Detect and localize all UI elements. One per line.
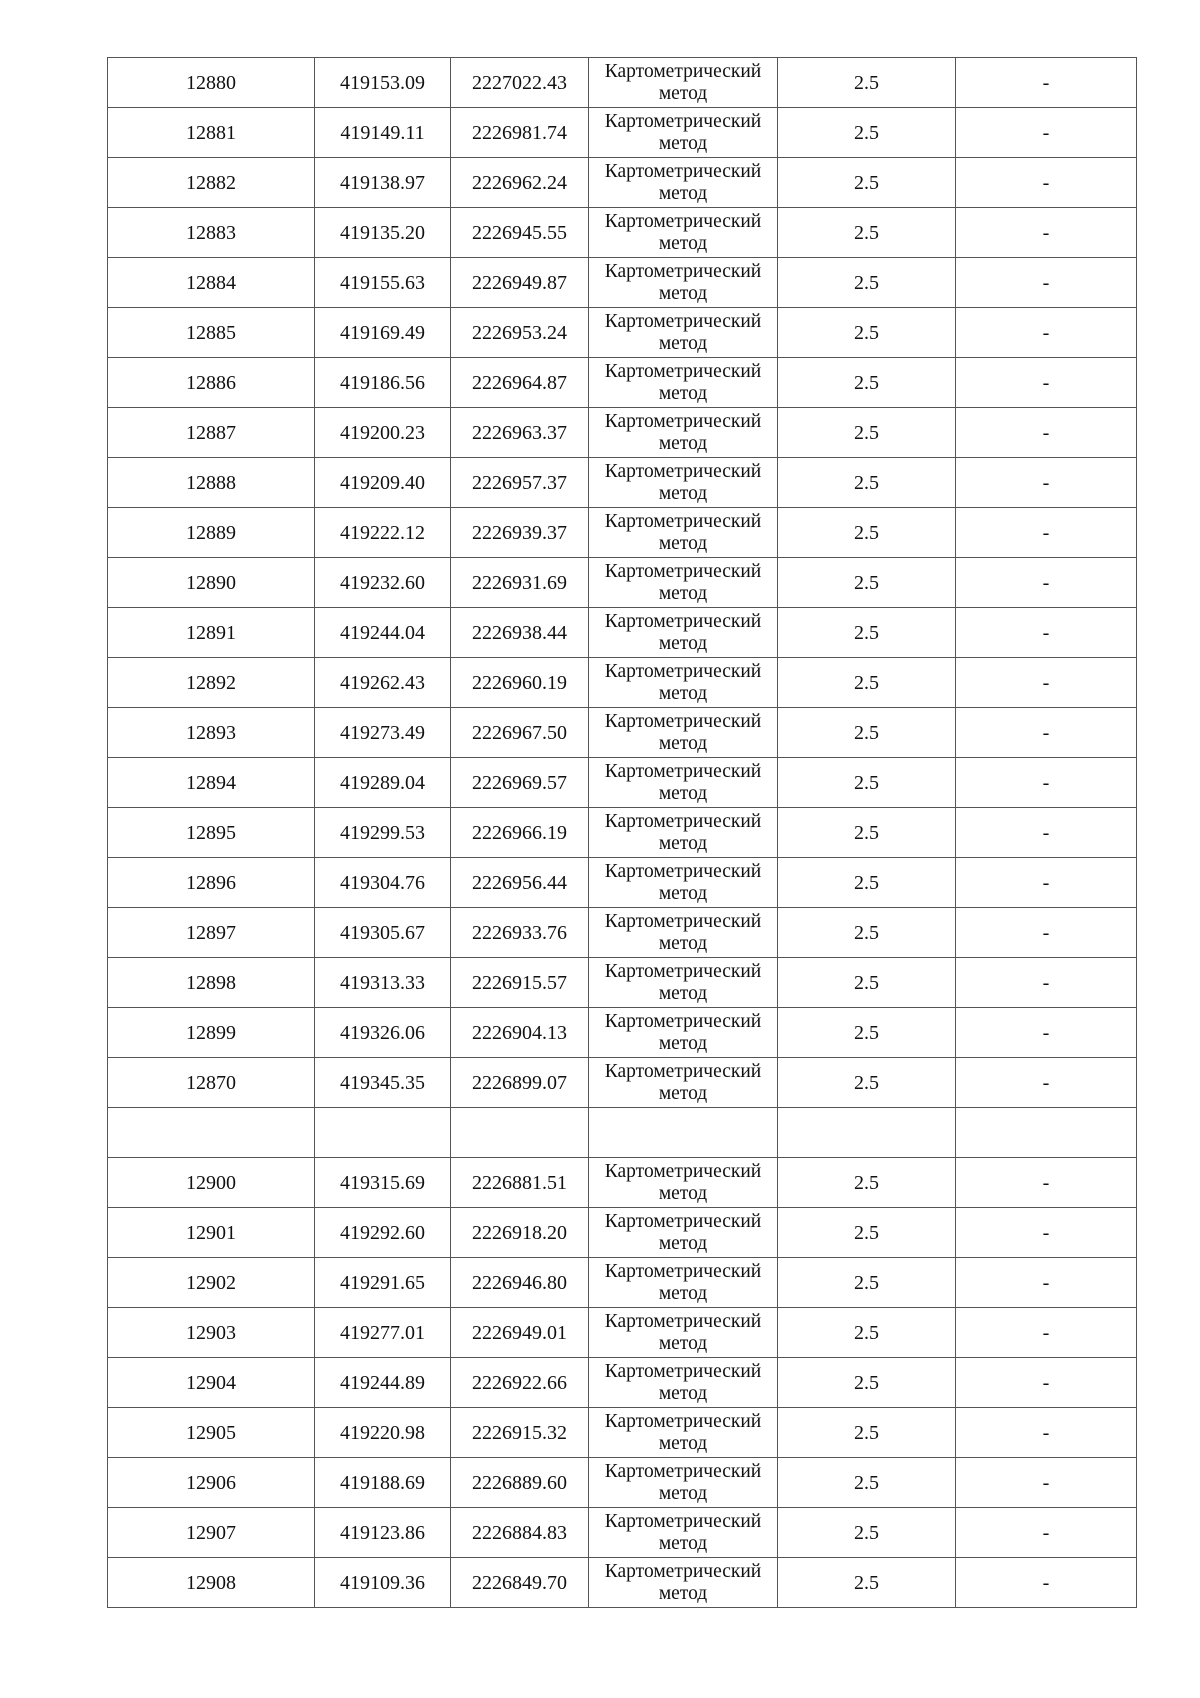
point-number-cell: 12888	[108, 458, 315, 508]
point-number-cell: 12907	[108, 1508, 315, 1558]
accuracy-cell: 2.5	[778, 258, 956, 308]
method-line-2: метод	[658, 482, 708, 504]
description-cell: -	[956, 258, 1137, 308]
accuracy-cell: 2.5	[778, 1308, 956, 1358]
description-cell: -	[956, 208, 1137, 258]
table-row	[108, 658, 1137, 708]
accuracy-cell: 2.5	[778, 758, 956, 808]
x-coordinate-cell: 419200.23	[315, 408, 451, 458]
description-cell	[956, 1108, 1137, 1158]
method-line-1: Картометрический	[604, 210, 762, 232]
y-coordinate-cell: 2226966.19	[451, 808, 589, 858]
method-line-1: Картометрический	[604, 1560, 762, 1582]
description-cell: -	[956, 558, 1137, 608]
method-line-2: метод	[658, 1182, 708, 1204]
description-cell: -	[956, 1158, 1137, 1208]
x-coordinate-cell: 419289.04	[315, 758, 451, 808]
accuracy-cell: 2.5	[778, 208, 956, 258]
y-coordinate-cell: 2226957.37	[451, 458, 589, 508]
method-line-2: метод	[658, 132, 708, 154]
description-cell: -	[956, 1258, 1137, 1308]
method-line-1: Картометрический	[604, 360, 762, 382]
y-coordinate-cell: 2226953.24	[451, 308, 589, 358]
point-number-cell: 12897	[108, 908, 315, 958]
point-number-cell: 12898	[108, 958, 315, 1008]
y-coordinate-cell: 2226899.07	[451, 1058, 589, 1108]
method-cell	[589, 308, 778, 358]
method-cell	[589, 1358, 778, 1408]
x-coordinate-cell: 419292.60	[315, 1208, 451, 1258]
method-cell	[589, 1558, 778, 1608]
y-coordinate-cell: 2226933.76	[451, 908, 589, 958]
description-cell: -	[956, 958, 1137, 1008]
description-cell: -	[956, 1208, 1137, 1258]
x-coordinate-cell: 419138.97	[315, 158, 451, 208]
table-row	[108, 458, 1137, 508]
method-line-2: метод	[658, 82, 708, 104]
x-coordinate-cell: 419299.53	[315, 808, 451, 858]
point-number-cell: 12896	[108, 858, 315, 908]
accuracy-cell: 2.5	[778, 358, 956, 408]
y-coordinate-cell: 2226884.83	[451, 1508, 589, 1558]
method-line-2: метод	[658, 432, 708, 454]
point-number-cell: 12905	[108, 1408, 315, 1458]
method-line-2: метод	[658, 182, 708, 204]
point-number-cell: 12900	[108, 1158, 315, 1208]
method-line-1: Картометрический	[604, 410, 762, 432]
accuracy-cell: 2.5	[778, 1058, 956, 1108]
x-coordinate-cell: 419153.09	[315, 58, 451, 108]
coordinates-table-body	[108, 58, 1137, 1608]
table-row	[108, 858, 1137, 908]
x-coordinate-cell: 419209.40	[315, 458, 451, 508]
point-number-cell: 12906	[108, 1458, 315, 1508]
table-row	[108, 1008, 1137, 1058]
accuracy-cell: 2.5	[778, 1208, 956, 1258]
method-cell	[589, 1008, 778, 1058]
accuracy-cell: 2.5	[778, 858, 956, 908]
description-cell: -	[956, 1358, 1137, 1408]
accuracy-cell: 2.5	[778, 1408, 956, 1458]
method-cell	[589, 258, 778, 308]
method-line-2: метод	[658, 1582, 708, 1604]
y-coordinate-cell: 2226881.51	[451, 1158, 589, 1208]
table-row	[108, 1408, 1137, 1458]
method-cell	[589, 1158, 778, 1208]
method-line-1: Картометрический	[604, 1010, 762, 1032]
method-line-1: Картометрический	[604, 1410, 762, 1432]
description-cell: -	[956, 1058, 1137, 1108]
y-coordinate-cell: 2226962.24	[451, 158, 589, 208]
x-coordinate-cell: 419222.12	[315, 508, 451, 558]
method-line-2: метод	[658, 882, 708, 904]
point-number-cell: 12884	[108, 258, 315, 308]
accuracy-cell: 2.5	[778, 1358, 956, 1408]
x-coordinate-cell: 419155.63	[315, 258, 451, 308]
x-coordinate-cell	[315, 1108, 451, 1158]
table-row	[108, 908, 1137, 958]
point-number-cell: 12885	[108, 308, 315, 358]
y-coordinate-cell: 2226889.60	[451, 1458, 589, 1508]
x-coordinate-cell: 419169.49	[315, 308, 451, 358]
table-row	[108, 308, 1137, 358]
point-number-cell: 12901	[108, 1208, 315, 1258]
coordinates-table	[107, 57, 1137, 1608]
method-line-1: Картометрический	[604, 110, 762, 132]
y-coordinate-cell: 2226949.87	[451, 258, 589, 308]
y-coordinate-cell: 2226967.50	[451, 708, 589, 758]
method-line-1: Картометрический	[604, 560, 762, 582]
method-cell	[589, 358, 778, 408]
table-row	[108, 1208, 1137, 1258]
description-cell: -	[956, 458, 1137, 508]
accuracy-cell: 2.5	[778, 458, 956, 508]
method-line-1: Картометрический	[604, 610, 762, 632]
point-number-cell: 12903	[108, 1308, 315, 1358]
method-line-1: Картометрический	[604, 810, 762, 832]
x-coordinate-cell: 419244.04	[315, 608, 451, 658]
x-coordinate-cell: 419305.67	[315, 908, 451, 958]
accuracy-cell: 2.5	[778, 108, 956, 158]
method-cell	[589, 958, 778, 1008]
method-cell	[589, 408, 778, 458]
description-cell: -	[956, 1308, 1137, 1358]
description-cell: -	[956, 158, 1137, 208]
point-number-cell: 12902	[108, 1258, 315, 1308]
accuracy-cell: 2.5	[778, 1558, 956, 1608]
table-row	[108, 1108, 1137, 1158]
table-row	[108, 208, 1137, 258]
table-row	[108, 808, 1137, 858]
table-row	[108, 1358, 1137, 1408]
method-cell	[589, 1508, 778, 1558]
x-coordinate-cell: 419315.69	[315, 1158, 451, 1208]
point-number-cell: 12883	[108, 208, 315, 258]
method-cell	[589, 858, 778, 908]
x-coordinate-cell: 419232.60	[315, 558, 451, 608]
method-line-2: метод	[658, 382, 708, 404]
method-line-2: метод	[658, 632, 708, 654]
table-row	[108, 1308, 1137, 1358]
y-coordinate-cell: 2226946.80	[451, 1258, 589, 1308]
table-row	[108, 558, 1137, 608]
method-line-2: метод	[658, 982, 708, 1004]
description-cell: -	[956, 1458, 1137, 1508]
method-cell	[589, 908, 778, 958]
method-cell	[589, 1258, 778, 1308]
method-cell	[589, 58, 778, 108]
description-cell: -	[956, 808, 1137, 858]
x-coordinate-cell: 419262.43	[315, 658, 451, 708]
point-number-cell: 12894	[108, 758, 315, 808]
point-number-cell: 12880	[108, 58, 315, 108]
point-number-cell: 12891	[108, 608, 315, 658]
method-line-2: метод	[658, 532, 708, 554]
x-coordinate-cell: 419109.36	[315, 1558, 451, 1608]
method-cell	[589, 458, 778, 508]
y-coordinate-cell: 2226922.66	[451, 1358, 589, 1408]
accuracy-cell: 2.5	[778, 608, 956, 658]
accuracy-cell: 2.5	[778, 1158, 956, 1208]
x-coordinate-cell: 419313.33	[315, 958, 451, 1008]
method-line-2: метод	[658, 282, 708, 304]
x-coordinate-cell: 419291.65	[315, 1258, 451, 1308]
method-cell	[589, 1308, 778, 1358]
description-cell: -	[956, 1508, 1137, 1558]
y-coordinate-cell: 2226931.69	[451, 558, 589, 608]
method-cell	[589, 108, 778, 158]
method-line-1: Картометрический	[604, 760, 762, 782]
method-line-1: Картометрический	[604, 1510, 762, 1532]
method-cell	[589, 1408, 778, 1458]
description-cell: -	[956, 308, 1137, 358]
table-row	[108, 958, 1137, 1008]
table-row	[108, 708, 1137, 758]
description-cell: -	[956, 358, 1137, 408]
y-coordinate-cell: 2226938.44	[451, 608, 589, 658]
x-coordinate-cell: 419149.11	[315, 108, 451, 158]
point-number-cell: 12887	[108, 408, 315, 458]
accuracy-cell: 2.5	[778, 658, 956, 708]
accuracy-cell: 2.5	[778, 1458, 956, 1508]
x-coordinate-cell: 419345.35	[315, 1058, 451, 1108]
method-line-1: Картометрический	[604, 1060, 762, 1082]
accuracy-cell: 2.5	[778, 58, 956, 108]
method-cell	[589, 158, 778, 208]
method-line-2: метод	[658, 932, 708, 954]
description-cell: -	[956, 1408, 1137, 1458]
method-line-1: Картометрический	[604, 310, 762, 332]
table-row	[108, 1058, 1137, 1108]
method-cell	[589, 708, 778, 758]
description-cell: -	[956, 1008, 1137, 1058]
method-line-1: Картометрический	[604, 1310, 762, 1332]
table-row	[108, 608, 1137, 658]
method-line-1: Картометрический	[604, 160, 762, 182]
method-line-2: метод	[658, 232, 708, 254]
y-coordinate-cell: 2226964.87	[451, 358, 589, 408]
x-coordinate-cell: 419186.56	[315, 358, 451, 408]
description-cell: -	[956, 658, 1137, 708]
x-coordinate-cell: 419277.01	[315, 1308, 451, 1358]
description-cell: -	[956, 758, 1137, 808]
y-coordinate-cell: 2226963.37	[451, 408, 589, 458]
description-cell: -	[956, 108, 1137, 158]
method-line-1: Картометрический	[604, 1360, 762, 1382]
description-cell: -	[956, 908, 1137, 958]
table-row	[108, 758, 1137, 808]
y-coordinate-cell: 2226915.57	[451, 958, 589, 1008]
method-cell	[589, 1458, 778, 1508]
x-coordinate-cell: 419273.49	[315, 708, 451, 758]
method-cell	[589, 508, 778, 558]
accuracy-cell: 2.5	[778, 1508, 956, 1558]
y-coordinate-cell: 2226904.13	[451, 1008, 589, 1058]
description-cell: -	[956, 58, 1137, 108]
method-line-1: Картометрический	[604, 960, 762, 982]
method-line-1: Картометрический	[604, 1460, 762, 1482]
point-number-cell: 12892	[108, 658, 315, 708]
x-coordinate-cell: 419220.98	[315, 1408, 451, 1458]
y-coordinate-cell: 2226956.44	[451, 858, 589, 908]
y-coordinate-cell: 2226849.70	[451, 1558, 589, 1608]
y-coordinate-cell: 2226918.20	[451, 1208, 589, 1258]
method-line-2: метод	[658, 732, 708, 754]
method-line-1: Картометрический	[604, 1210, 762, 1232]
point-number-cell: 12904	[108, 1358, 315, 1408]
point-number-cell: 12895	[108, 808, 315, 858]
method-line-2: метод	[658, 1482, 708, 1504]
point-number-cell: 12870	[108, 1058, 315, 1108]
method-cell	[589, 558, 778, 608]
point-number-cell: 12881	[108, 108, 315, 158]
method-line-2: метод	[658, 682, 708, 704]
method-line-1: Картометрический	[604, 60, 762, 82]
method-line-2: метод	[658, 832, 708, 854]
method-line-1: Картометрический	[604, 510, 762, 532]
table-row	[108, 1508, 1137, 1558]
x-coordinate-cell: 419326.06	[315, 1008, 451, 1058]
y-coordinate-cell: 2226981.74	[451, 108, 589, 158]
x-coordinate-cell: 419244.89	[315, 1358, 451, 1408]
description-cell: -	[956, 508, 1137, 558]
method-line-2: метод	[658, 1332, 708, 1354]
method-line-2: метод	[658, 1532, 708, 1554]
accuracy-cell: 2.5	[778, 808, 956, 858]
method-cell	[589, 1208, 778, 1258]
accuracy-cell: 2.5	[778, 508, 956, 558]
table-row	[108, 158, 1137, 208]
table-row	[108, 1258, 1137, 1308]
accuracy-cell	[778, 1108, 956, 1158]
table-row	[108, 508, 1137, 558]
accuracy-cell: 2.5	[778, 908, 956, 958]
table-row	[108, 1458, 1137, 1508]
accuracy-cell: 2.5	[778, 1258, 956, 1308]
method-line-1: Картометрический	[604, 260, 762, 282]
description-cell: -	[956, 708, 1137, 758]
table-row	[108, 408, 1137, 458]
table-row	[108, 108, 1137, 158]
y-coordinate-cell: 2226945.55	[451, 208, 589, 258]
y-coordinate-cell: 2226915.32	[451, 1408, 589, 1458]
method-line-2: метод	[658, 1432, 708, 1454]
point-number-cell: 12882	[108, 158, 315, 208]
table-row	[108, 58, 1137, 108]
method-cell	[589, 808, 778, 858]
description-cell: -	[956, 1558, 1137, 1608]
method-line-2: метод	[658, 1032, 708, 1054]
point-number-cell: 12899	[108, 1008, 315, 1058]
method-line-2: метод	[658, 582, 708, 604]
method-line-1: Картометрический	[604, 1260, 762, 1282]
accuracy-cell: 2.5	[778, 708, 956, 758]
table-row	[108, 1558, 1137, 1608]
y-coordinate-cell: 2226939.37	[451, 508, 589, 558]
method-line-2: метод	[658, 332, 708, 354]
y-coordinate-cell: 2226960.19	[451, 658, 589, 708]
point-number-cell	[108, 1108, 315, 1158]
method-line-2: метод	[658, 1382, 708, 1404]
y-coordinate-cell: 2226949.01	[451, 1308, 589, 1358]
method-line-2: метод	[658, 1282, 708, 1304]
description-cell: -	[956, 608, 1137, 658]
x-coordinate-cell: 419123.86	[315, 1508, 451, 1558]
method-line-1: Картометрический	[604, 860, 762, 882]
x-coordinate-cell: 419188.69	[315, 1458, 451, 1508]
point-number-cell: 12893	[108, 708, 315, 758]
accuracy-cell: 2.5	[778, 408, 956, 458]
method-cell	[589, 1108, 778, 1158]
y-coordinate-cell	[451, 1108, 589, 1158]
method-line-1: Картометрический	[604, 710, 762, 732]
description-cell: -	[956, 408, 1137, 458]
method-cell	[589, 758, 778, 808]
method-line-2: метод	[658, 1232, 708, 1254]
table-row	[108, 358, 1137, 408]
table-row	[108, 258, 1137, 308]
x-coordinate-cell: 419304.76	[315, 858, 451, 908]
accuracy-cell: 2.5	[778, 308, 956, 358]
point-number-cell: 12890	[108, 558, 315, 608]
method-line-1: Картометрический	[604, 910, 762, 932]
method-cell	[589, 608, 778, 658]
accuracy-cell: 2.5	[778, 158, 956, 208]
y-coordinate-cell: 2226969.57	[451, 758, 589, 808]
method-line-1: Картометрический	[604, 1160, 762, 1182]
y-coordinate-cell: 2227022.43	[451, 58, 589, 108]
accuracy-cell: 2.5	[778, 1008, 956, 1058]
accuracy-cell: 2.5	[778, 558, 956, 608]
method-cell	[589, 1058, 778, 1108]
method-cell	[589, 208, 778, 258]
method-line-1: Картометрический	[604, 660, 762, 682]
point-number-cell: 12889	[108, 508, 315, 558]
accuracy-cell: 2.5	[778, 958, 956, 1008]
table-row	[108, 1158, 1137, 1208]
method-line-1: Картометрический	[604, 460, 762, 482]
method-cell	[589, 658, 778, 708]
point-number-cell: 12908	[108, 1558, 315, 1608]
description-cell: -	[956, 858, 1137, 908]
point-number-cell: 12886	[108, 358, 315, 408]
x-coordinate-cell: 419135.20	[315, 208, 451, 258]
method-line-2: метод	[658, 782, 708, 804]
method-line-2: метод	[658, 1082, 708, 1104]
